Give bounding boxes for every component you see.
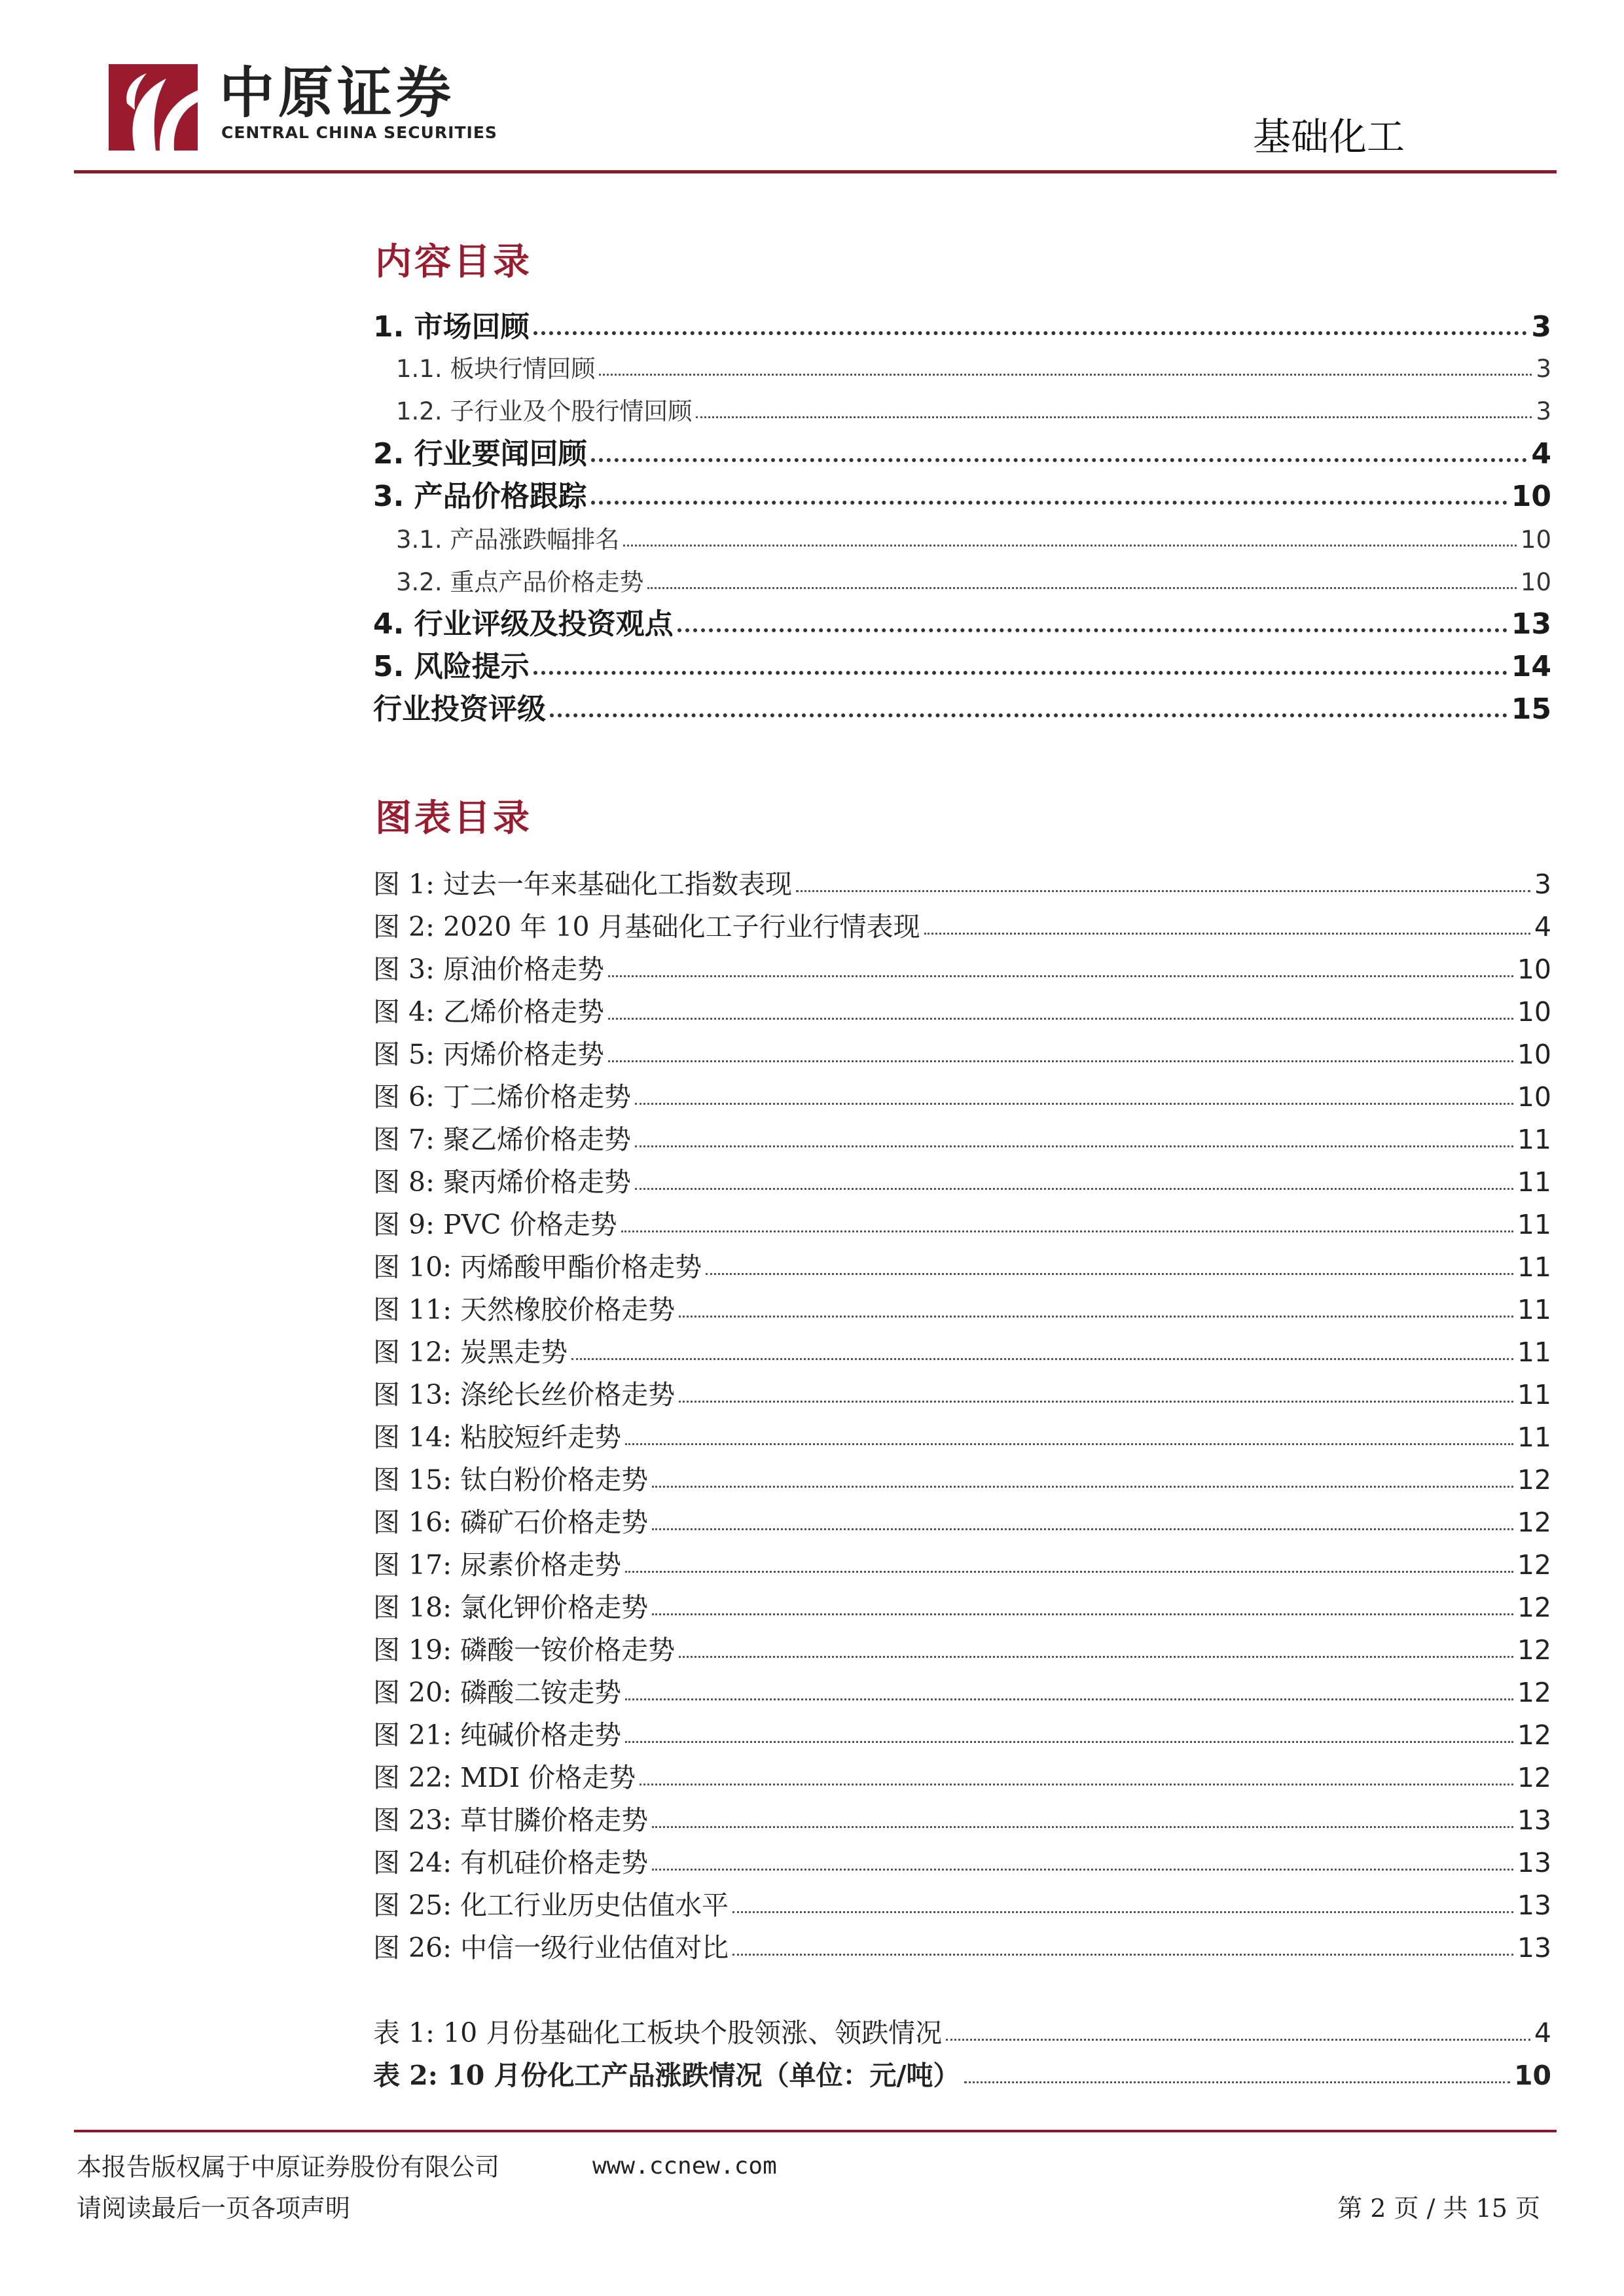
figure-entry[interactable]: 图 3: 原油价格走势 10 [373,954,1551,985]
figure-entry[interactable]: 图 16: 磷矿石价格走势 12 [373,1507,1551,1538]
figures-title: 图表目录 [375,797,532,840]
toc-entry[interactable]: 5. 风险提示 14 [373,650,1551,683]
figure-entry[interactable]: 图 19: 磷酸一铵价格走势 12 [373,1634,1551,1666]
logo-chinese-name: 中原证券 [219,60,456,125]
toc-entry[interactable]: 4. 行业评级及投资观点 13 [373,607,1551,641]
figure-entry[interactable]: 图 23: 草甘膦价格走势 13 [373,1804,1551,1836]
figure-entry[interactable]: 图 6: 丁二烯价格走势 10 [373,1081,1551,1113]
figure-entry[interactable]: 图 5: 丙烯价格走势 10 [373,1039,1551,1070]
figure-entry[interactable]: 图 4: 乙烯价格走势 10 [373,996,1551,1028]
toc-entry[interactable]: 行业投资评级 15 [373,692,1551,726]
toc-entry[interactable]: 1.2. 子行业及个股行情回顾 3 [396,397,1551,425]
footer-divider [74,2130,1557,2132]
footer-copyright: 本报告版权属于中原证券股份有限公司 [77,2153,500,2181]
figure-entry[interactable]: 图 14: 粘胶短纤走势 11 [373,1422,1551,1453]
figure-entry[interactable]: 图 2: 2020 年 10 月基础化工子行业行情表现 4 [373,911,1551,942]
figure-entry[interactable]: 图 26: 中信一级行业估值对比 13 [373,1932,1551,1964]
toc-entry[interactable]: 1.1. 板块行情回顾 3 [396,355,1551,383]
logo-mark-icon [109,64,198,151]
figure-entry[interactable]: 图 1: 过去一年来基础化工指数表现 3 [373,869,1551,900]
figure-entry[interactable]: 图 17: 尿素价格走势 12 [373,1549,1551,1581]
toc-entry[interactable]: 3. 产品价格跟踪 10 [373,480,1551,513]
toc-entry[interactable]: 3.2. 重点产品价格走势 10 [396,568,1551,596]
figure-entry[interactable]: 图 18: 氯化钾价格走势 12 [373,1592,1551,1623]
figure-entry[interactable]: 图 12: 炭黑走势 11 [373,1336,1551,1368]
figure-entry[interactable]: 图 15: 钛白粉价格走势 12 [373,1464,1551,1496]
toc-entry[interactable]: 3.1. 产品涨跌幅排名 10 [396,526,1551,554]
toc-entry[interactable]: 2. 行业要闻回顾 4 [373,437,1551,471]
footer-website-link[interactable]: www.ccnew.com [592,2153,777,2179]
toc-title: 内容目录 [375,240,532,283]
figure-entry[interactable]: 图 20: 磷酸二铵走势 12 [373,1677,1551,1708]
table-entry[interactable]: 表 1: 10 月份基础化工板块个股领涨、领跌情况 4 [373,2017,1551,2049]
figure-entry[interactable]: 图 7: 聚乙烯价格走势 11 [373,1124,1551,1155]
footer-notice: 请阅读最后一页各项声明 [77,2194,351,2223]
figure-entry[interactable]: 图 13: 涤纶长丝价格走势 11 [373,1379,1551,1410]
figure-entry[interactable]: 图 21: 纯碱价格走势 12 [373,1719,1551,1751]
figure-entry[interactable]: 图 9: PVC 价格走势 11 [373,1209,1551,1240]
figure-entry[interactable]: 图 11: 天然橡胶价格走势 11 [373,1294,1551,1325]
figure-entry[interactable]: 图 25: 化工行业历史估值水平 13 [373,1890,1551,1921]
header-divider [74,170,1557,173]
logo-english-name: CENTRAL CHINA SECURITIES [221,123,497,142]
figure-entry[interactable]: 图 22: MDI 价格走势 12 [373,1762,1551,1793]
report-category: 基础化工 [1252,115,1405,159]
figure-entry[interactable]: 图 8: 聚丙烯价格走势 11 [373,1166,1551,1198]
figure-entry[interactable]: 图 24: 有机硅价格走势 13 [373,1847,1551,1878]
figure-entry[interactable]: 图 10: 丙烯酸甲酯价格走势 11 [373,1251,1551,1283]
toc-entry[interactable]: 1. 市场回顾 3 [373,310,1551,344]
table-entry[interactable]: 表 2: 10 月份化工产品涨跌情况（单位：元/吨） 10 [373,2060,1551,2091]
page-number: 第 2 页 / 共 15 页 [1337,2194,1540,2223]
